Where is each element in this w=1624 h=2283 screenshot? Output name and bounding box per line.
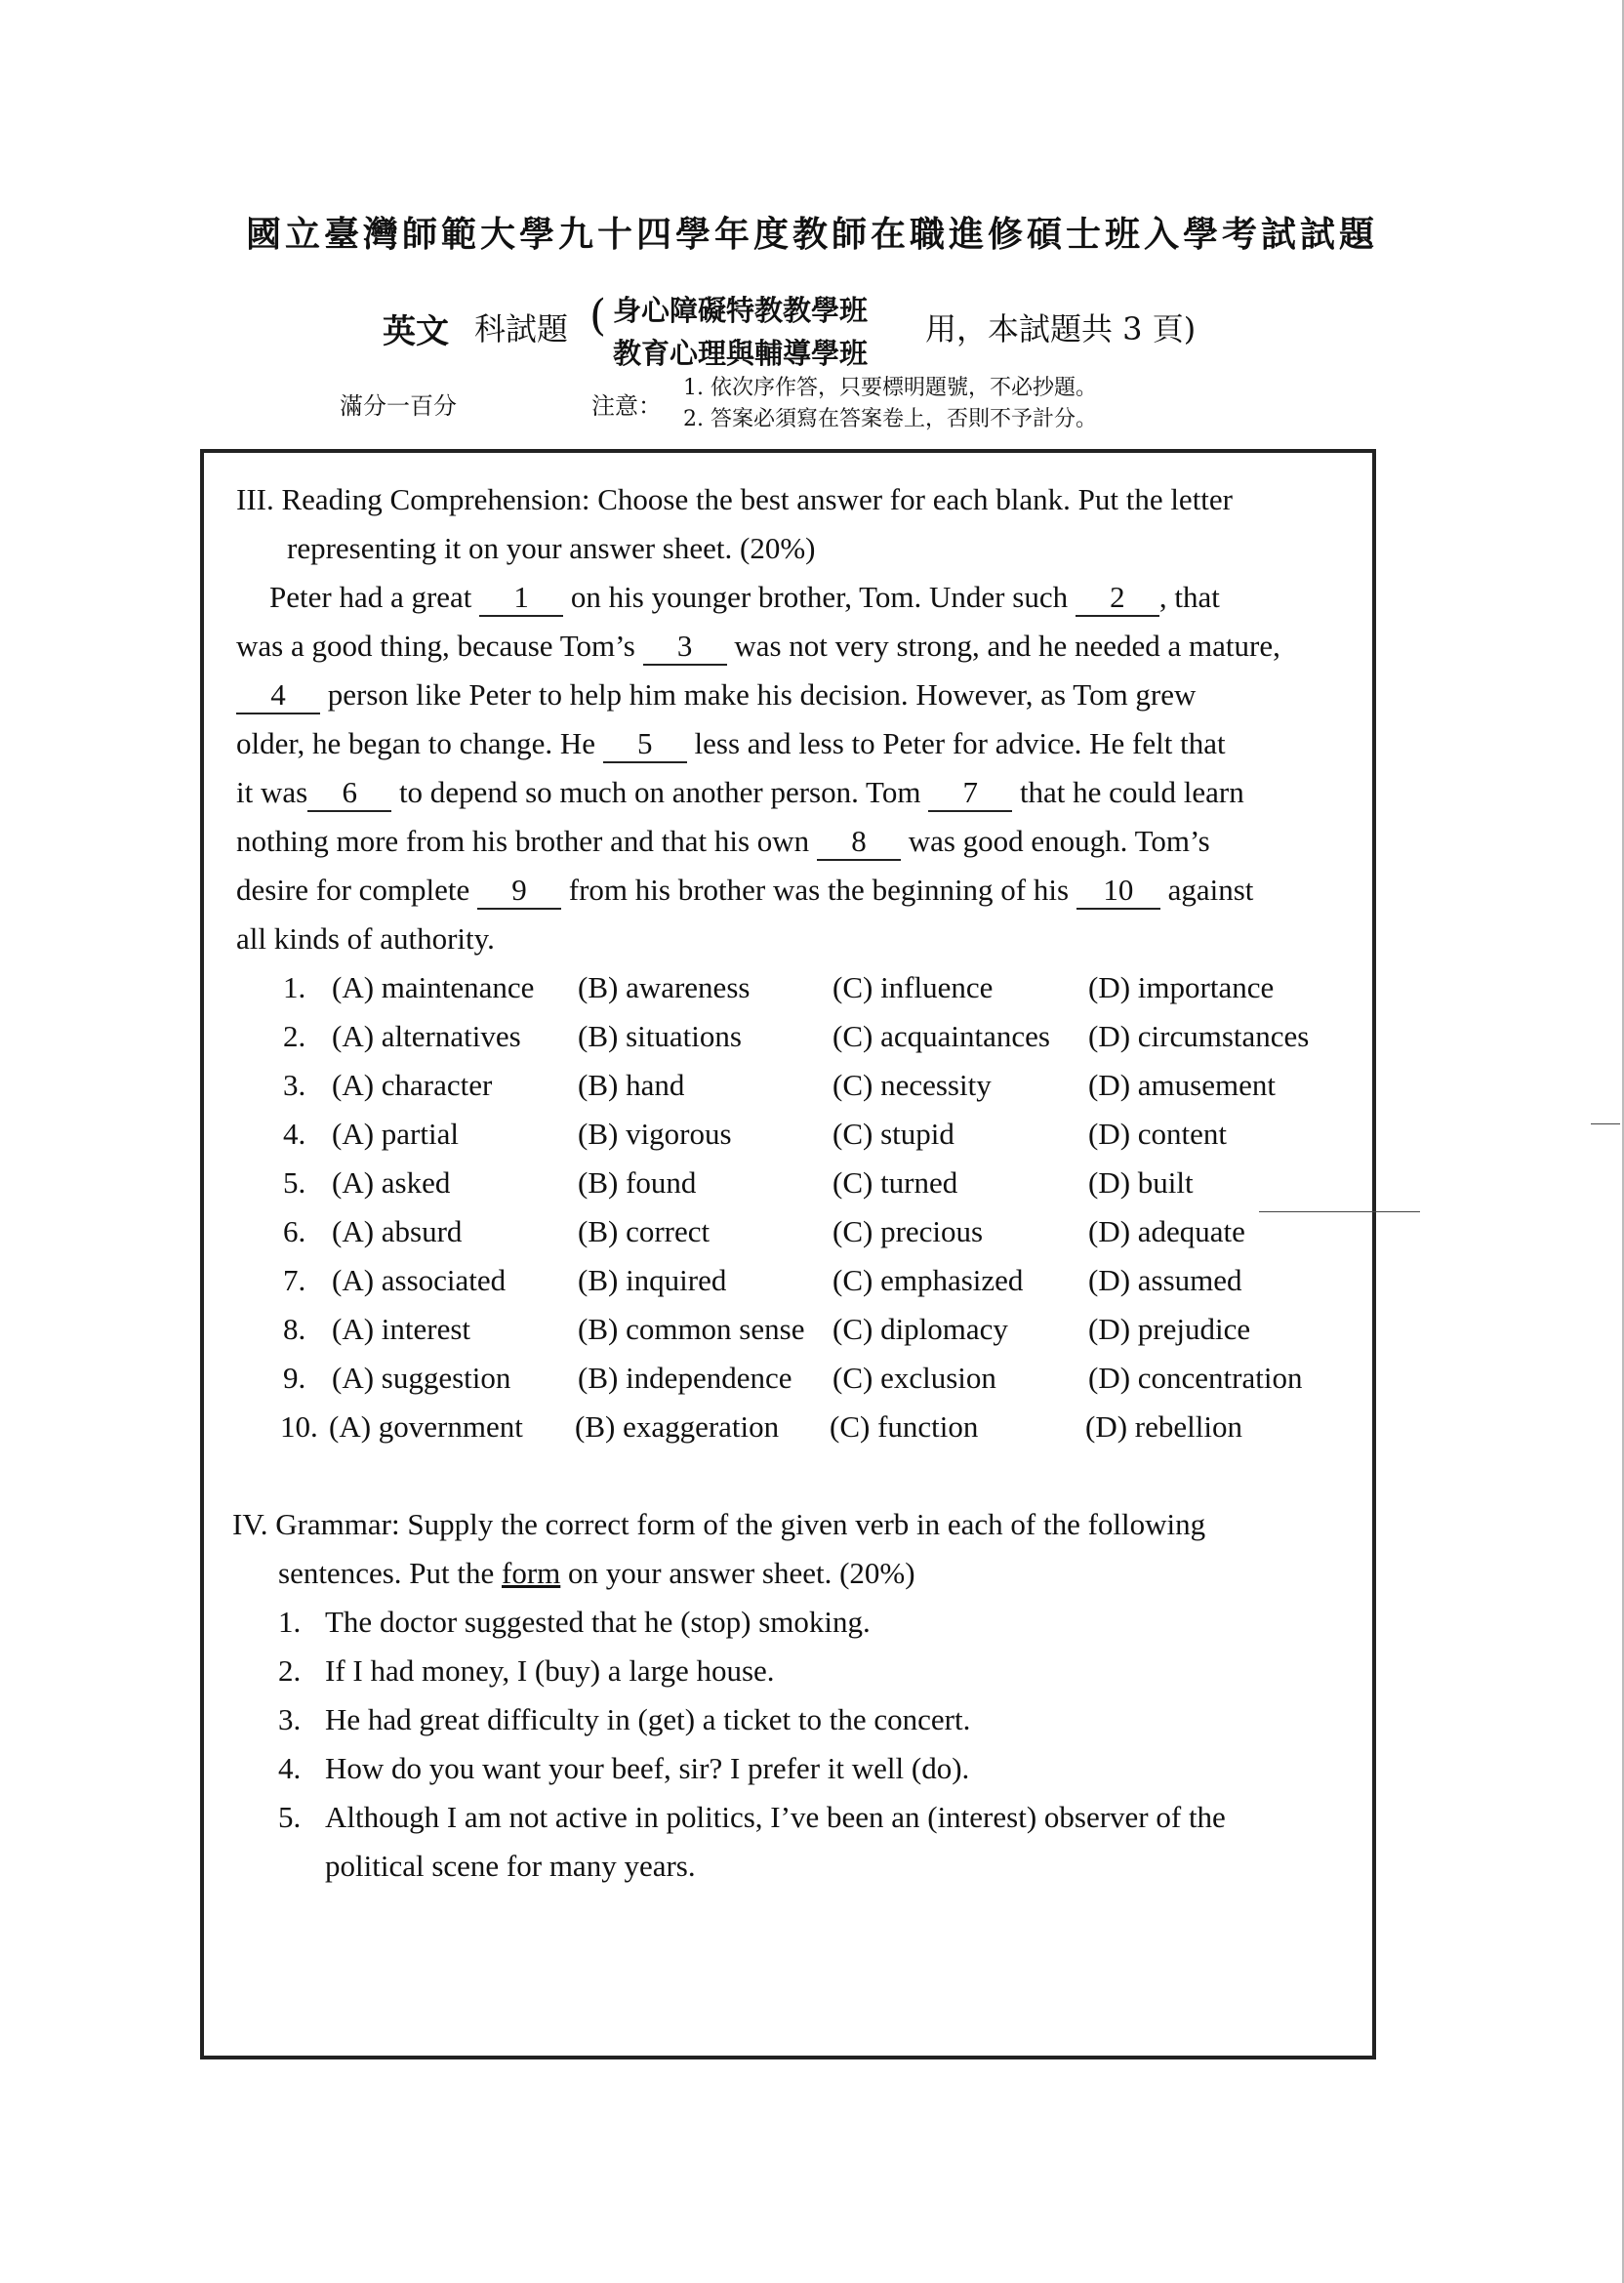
blank-1: 1 (479, 580, 563, 617)
blank-2: 2 (1076, 580, 1159, 617)
grammar-item: 4. How do you want your beef, sir? I prefer it well (do). (278, 1751, 970, 1785)
exam-title: 國立臺灣師範大學九十四學年度教師在職進修碩士班入學考試試題 (245, 214, 1378, 255)
paren-open: ( (589, 291, 607, 341)
class-list (613, 289, 868, 375)
grammar-item-cont: political scene for many years. (325, 1849, 696, 1883)
passage-line: 4 person like Peter to help him make his decision. However, as Tom grew (236, 677, 1196, 714)
form-underlined: form (502, 1556, 561, 1590)
notice-label: 注意： (591, 392, 662, 420)
notice-item: 1. 依次序作答，只要標明題號，不必抄題。 (683, 376, 1097, 400)
blank-10: 10 (1076, 873, 1160, 910)
grammar-heading-cont: sentences. Put the form on your answer sheet. (20%) (278, 1556, 915, 1590)
passage-line: nothing more from his brother and that his own 8 was good enough. Tom’s (236, 824, 1210, 861)
blank-9: 9 (477, 873, 561, 910)
class-item: 身心障礙特教教學班 (613, 294, 869, 327)
passage-line: older, he began to change. He 5 less and less to Peter for advice. He felt that (236, 726, 1226, 763)
page-count-note: 用，本試題共 3 頁) (925, 310, 1197, 347)
subject-suffix: 科試題 (474, 310, 569, 347)
grammar-heading: IV. Grammar: Supply the correct form of the given verb in each of the following (232, 1507, 1206, 1541)
passage-line: Peter had a great 1 on his younger brother, Tom. Under such 2 , that (269, 580, 1220, 617)
reading-heading: III. Reading Comprehension: Choose the best answer for each blank. Put the letter (236, 482, 1234, 516)
notice-item: 2. 答案必須寫在答案卷上，否則不予計分。 (683, 407, 1097, 431)
blank-3: 3 (643, 629, 727, 666)
grammar-item: 5. Although I am not active in politics, I’ve been an (interest) observer of the (278, 1800, 1226, 1834)
blank-4: 4 (236, 677, 320, 714)
passage-line: all kinds of authority. (236, 921, 495, 956)
subject-name: 英文 (383, 312, 449, 351)
reading-heading-cont: representing it on your answer sheet. (20%) (287, 531, 816, 565)
class-item: 教育心理與輔導學班 (613, 337, 869, 370)
grammar-item: 3. He had great difficulty in (get) a ticket to the concert. (278, 1702, 971, 1736)
blank-7: 7 (928, 775, 1012, 812)
blank-5: 5 (603, 726, 687, 763)
grammar-item: 1. The doctor suggested that he (stop) smoking. (278, 1605, 871, 1639)
passage-line: desire for complete 9 from his brother was the beginning of his 10 against (236, 873, 1253, 910)
passage-line: it was 6 to depend so much on another person. Tom 7 that he could learn (236, 775, 1244, 812)
scan-artifact-line (1591, 1123, 1620, 1124)
passage-line: was a good thing, because Tom’s 3 was not very strong, and he needed a mature, (236, 629, 1280, 666)
blank-6: 6 (307, 775, 391, 812)
blank-8: 8 (817, 824, 901, 861)
notice-list (683, 373, 1097, 435)
scan-artifact-line (1259, 1211, 1420, 1212)
grammar-item: 2. If I had money, I (buy) a large house. (278, 1653, 775, 1688)
full-score: 滿分一百分 (340, 392, 457, 420)
